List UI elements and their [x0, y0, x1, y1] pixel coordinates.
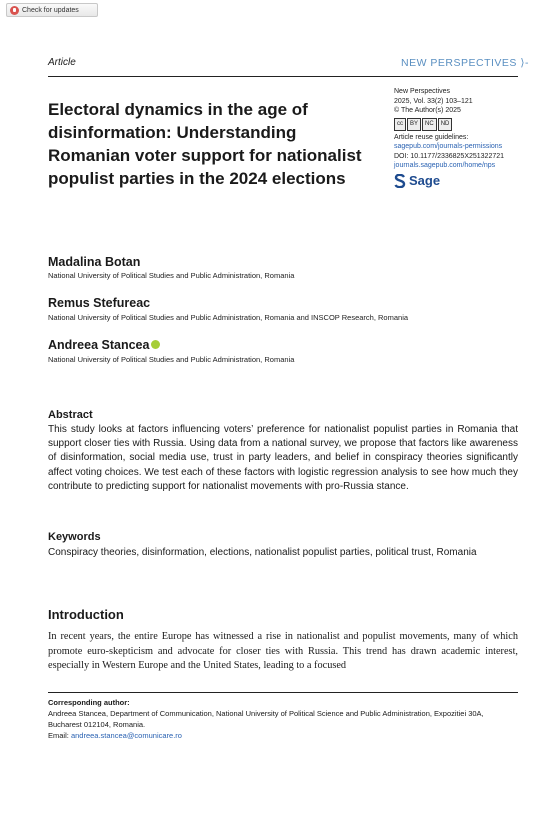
permissions-link[interactable]: sagepub.com/journals-permissions	[394, 143, 503, 150]
publisher-logo	[394, 174, 524, 188]
publisher-name: Sage	[409, 172, 441, 188]
introduction-text: In recent years, the entire Europe has witnessed a rise in nationalist and populist movements, many of which promote euro-skepticism and advocate for closer ties with Russia. This trend has drawn academic interest, especially in Western Europe and the United States, leading to a focused	[48, 631, 518, 671]
copyright: © The Author(s) 2025	[394, 107, 461, 114]
journal-name: New Perspectives	[394, 88, 451, 95]
abstract-text: This study looks at factors influencing voters’ preference for nationalist populist parties in Romania that support closer ties with Russia. Using data from a national survey, we propose that factors like awareness of disinformation, social media use, trust in party leaders, and belief in conspiracy theories significantly affect voting choices. We test each of these factors with logistic regression analysis to see how much they contribute to predicting support for nationalist movements with pro-Russia stance.	[48, 424, 518, 492]
reuse-label: Article reuse guidelines:	[394, 133, 469, 141]
keywords-heading: Keywords	[48, 531, 101, 543]
update-icon	[10, 6, 19, 15]
corresponding-author-address: Andreea Stancea, Department of Communication, National University of Political Science and Public Administration, Expozitiei 30A, Bucharest 012104, Romania.	[48, 709, 484, 729]
paper-title: Electoral dynamics in the age of disinformation: Understanding Romanian voter support for nationalist populist parties in the 2024 elections	[48, 100, 362, 188]
introduction-heading: Introduction	[48, 607, 124, 622]
corresponding-author-footnote	[48, 697, 518, 741]
cc-nc-icon: NC	[422, 118, 437, 131]
keywords-text: Conspiracy theories, disinformation, elections, nationalist populist parties, political trust, Romania	[48, 547, 477, 558]
doi: DOI: 10.1177/2336825X251322721	[394, 152, 505, 160]
cc-by-icon: BY	[407, 118, 421, 131]
cc-icon: cc	[394, 118, 406, 131]
journal-brand: NEW PERSPECTIVES ⟩-	[401, 57, 529, 69]
author-affiliation: National University of Political Studies and Public Administration, Romania and INSCOP Research, Romania	[48, 313, 409, 322]
check-for-updates-button[interactable]	[6, 3, 98, 17]
cc-nd-icon: ND	[438, 118, 453, 131]
email-label: Email:	[48, 731, 69, 740]
header-divider	[48, 76, 518, 77]
footnote-divider	[48, 692, 518, 693]
journal-meta	[394, 87, 524, 188]
journal-home-link[interactable]: journals.sagepub.com/home/nps	[394, 162, 496, 169]
abstract-heading: Abstract	[48, 409, 93, 421]
author-name: Remus Stefureac	[48, 296, 151, 310]
journal-issue: 2025, Vol. 33(2) 103–121	[394, 97, 473, 105]
sage-logo-icon	[394, 174, 406, 188]
article-type-label: Article	[48, 57, 76, 68]
orcid-icon[interactable]	[151, 340, 160, 349]
author-affiliation: National University of Political Studies and Public Administration, Romania	[48, 355, 295, 364]
check-for-updates-label: Check for updates	[22, 6, 79, 14]
author-affiliation: National University of Political Studies and Public Administration, Romania	[48, 271, 295, 280]
cc-license-badge[interactable]	[394, 118, 524, 131]
email-link[interactable]: andreea.stancea@comunicare.ro	[70, 731, 182, 740]
author-name: Madalina Botan	[48, 255, 141, 269]
author-name: Andreea Stancea	[48, 338, 150, 352]
corresponding-author-label: Corresponding author:	[48, 698, 130, 707]
author-name-with-orcid	[48, 338, 160, 352]
